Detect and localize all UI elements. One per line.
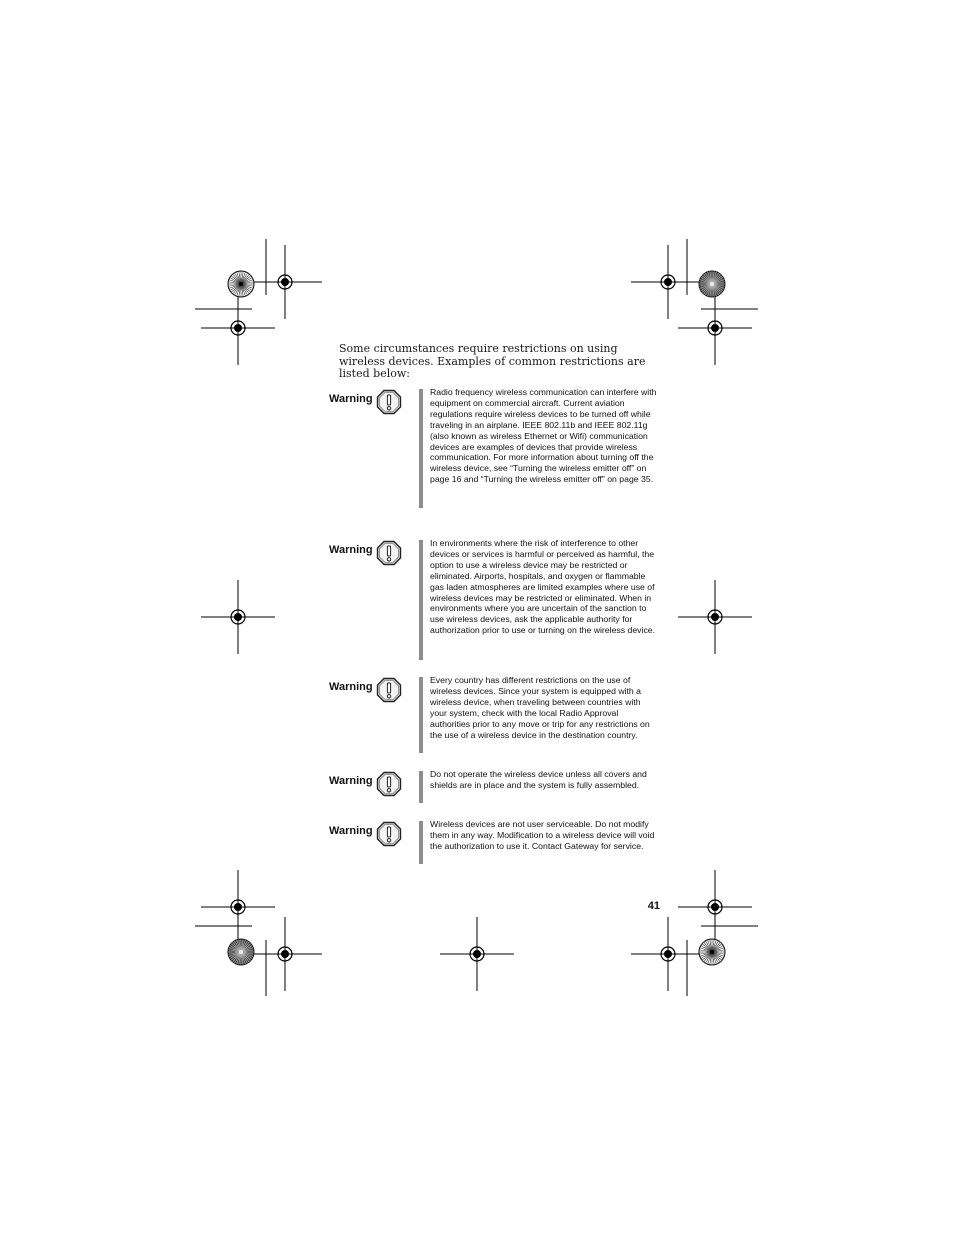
warning-label: Warning xyxy=(329,393,373,405)
warning-label: Warning xyxy=(329,775,373,787)
warning-text: Wireless devices are not user serviceable. Do not modify them in any way. Modification to a wireless device will void the authorization to use it. Contact Gateway for service. xyxy=(430,819,655,851)
warning-exclamation-icon xyxy=(376,821,402,847)
warning-exclamation-icon xyxy=(376,771,402,797)
warning-label: Warning xyxy=(329,681,373,693)
warning-exclamation-icon xyxy=(376,540,402,566)
color-bar-center xyxy=(710,950,714,954)
registration-dot xyxy=(473,950,481,958)
warning-text: Do not operate the wireless device unless all covers and shields are in place and the system is fully assembled. xyxy=(430,769,647,790)
intro-paragraph: Some circumstances require restrictions on using wireless devices. Examples of common restrictions are listed below: xyxy=(339,342,646,381)
registration-dot xyxy=(711,324,719,332)
warning-rule xyxy=(419,771,423,803)
color-bar-center xyxy=(239,950,243,954)
registration-dot xyxy=(234,903,242,911)
registration-dot xyxy=(234,613,242,621)
color-bar-center xyxy=(710,282,714,286)
registration-dot xyxy=(711,613,719,621)
registration-dot xyxy=(664,278,672,286)
warning-text: In environments where the risk of interference to other devices or services is harmful or perceived as harmful, the option to use a wireless device may be restricted or eliminated. Airports, hospitals, and oxygen or flammable gas laden atmospheres are limited examples where use of wireless devices may be restricted or eliminated. When in environments where you are uncertain of the sanction to use wireless devices, ask the applicable authority for authorization prior to use or turning on the wireless device. xyxy=(430,538,656,636)
registration-dot xyxy=(234,324,242,332)
warning-text: Radio frequency wireless communication can interfere with equipment on commercial aircraft. Current aviation regulations require wireless devices to be turned off while traveling in an airplane. IEEE 802.11b and IEEE 802.11g (also known as wireless Ethernet or Wifi) communication devices are examples of devices that provide wireless communication. For more information about turning off the wireless device, see “Turning the wireless emitter off” on page 16 and “Turning the wireless emitter off” on page 35. xyxy=(430,387,657,485)
warning-rule xyxy=(419,540,423,660)
registration-dot xyxy=(281,950,289,958)
registration-dot xyxy=(664,950,672,958)
warning-label: Warning xyxy=(329,825,373,837)
registration-dot xyxy=(711,903,719,911)
registration-dot xyxy=(281,278,289,286)
warning-rule xyxy=(419,821,423,864)
warning-rule xyxy=(419,389,423,508)
warning-rule xyxy=(419,677,423,753)
warning-exclamation-icon xyxy=(376,389,402,415)
warning-label: Warning xyxy=(329,544,373,556)
page-number: 41 xyxy=(647,900,660,912)
warning-text: Every country has different restrictions on the use of wireless devices. Since your system is equipped with a wireless device, when traveling between countries with your system, check with the local Radio Approval authorities prior to any move or trip for any restrictions on the use of a wireless device in the destination country. xyxy=(430,675,650,740)
warning-exclamation-icon xyxy=(376,677,402,703)
color-bar-center xyxy=(239,282,243,286)
